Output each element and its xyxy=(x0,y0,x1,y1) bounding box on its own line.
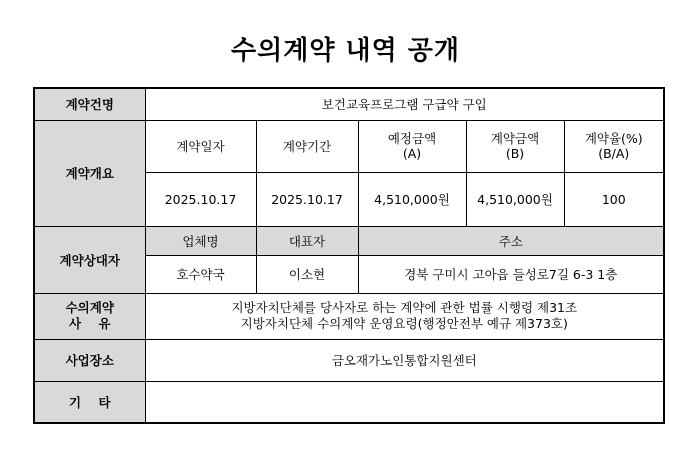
header-company: 업체명 xyxy=(145,226,256,255)
header-contract-date: 계약일자 xyxy=(145,120,256,172)
page-title: 수의계약 내역 공개 xyxy=(230,36,461,66)
header-ratio-line1: 계약율(%) xyxy=(584,131,643,146)
reason-value xyxy=(145,293,664,339)
row-location xyxy=(34,339,664,381)
value-estimated-amount: 4,510,000원 xyxy=(358,172,466,226)
value-ceo: 이소현 xyxy=(256,255,358,293)
value-contract-period: 2025.10.17 xyxy=(256,172,358,226)
value-contract-ratio: 100 xyxy=(564,172,664,226)
header-amount-line1: 계약금액 xyxy=(490,131,540,146)
header-contract-amount xyxy=(466,120,564,172)
value-contract-date: 2025.10.17 xyxy=(145,172,256,226)
value-address: 경북 구미시 고아읍 들성로7길 6-3 1층 xyxy=(358,255,664,293)
label-reason-line1: 수의계약 xyxy=(65,300,114,315)
header-amount-line2: (B) xyxy=(505,146,525,161)
header-contract-ratio xyxy=(564,120,664,172)
other-value xyxy=(145,381,664,423)
row-summary-headers xyxy=(34,120,664,172)
value-contract-amount: 4,510,000원 xyxy=(466,172,564,226)
header-estimated-line2: (A) xyxy=(402,146,422,161)
label-location: 사업장소 xyxy=(34,339,145,381)
label-reason-line2: 사 유 xyxy=(68,316,111,331)
value-company: 호수약국 xyxy=(145,255,256,293)
row-reason xyxy=(34,293,664,339)
header-contract-period: 계약기간 xyxy=(256,120,358,172)
label-reason xyxy=(34,293,145,339)
location-value: 금오재가노인통합지원센터 xyxy=(145,339,664,381)
row-counterparty-headers xyxy=(34,226,664,255)
label-contract-name: 계약건명 xyxy=(34,88,145,120)
contract-disclosure-table xyxy=(33,87,665,424)
reason-line1: 지방자치단체를 당사자로 하는 계약에 관한 법률 시행령 제31조 xyxy=(231,300,578,315)
header-ratio-line2: (B/A) xyxy=(598,146,630,161)
header-address: 주소 xyxy=(358,226,664,255)
reason-line2: 지방자치단체 수의계약 운영요령(행정안전부 예규 제373호) xyxy=(240,316,568,331)
label-counterparty: 계약상대자 xyxy=(34,226,145,293)
row-other xyxy=(34,381,664,423)
contract-name-value: 보건교육프로그램 구급약 구입 xyxy=(145,88,664,120)
label-other: 기 타 xyxy=(34,381,145,423)
label-contract-summary: 계약개요 xyxy=(34,120,145,226)
row-contract-name xyxy=(34,88,664,120)
header-ceo: 대표자 xyxy=(256,226,358,255)
header-estimated-amount xyxy=(358,120,466,172)
header-estimated-line1: 예정금액 xyxy=(387,131,437,146)
